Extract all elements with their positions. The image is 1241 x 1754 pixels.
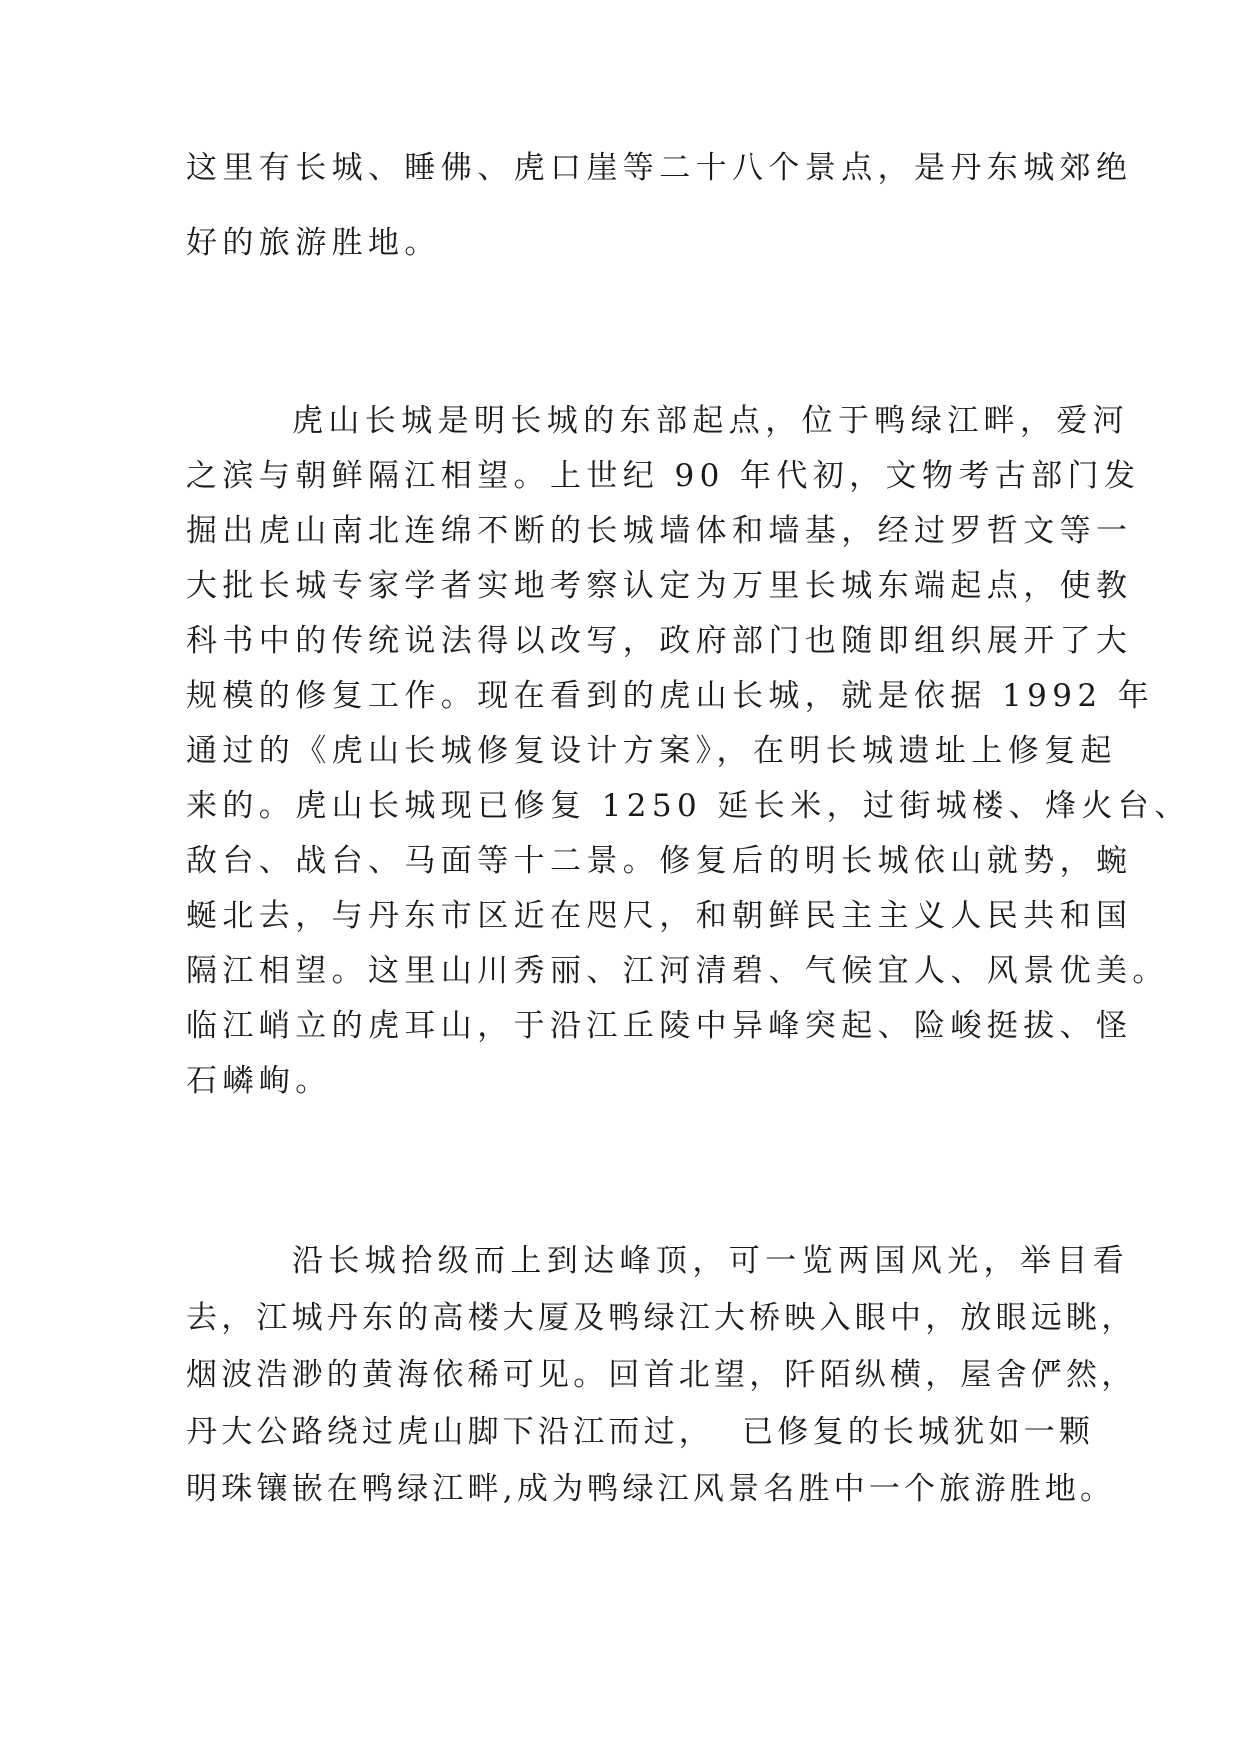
paragraph-2-line-9: 敌台、战台、马面等十二景。修复后的明长城依山就势，蜿 [186, 843, 1133, 879]
paragraph-2-line-13: 石嶙峋。 [186, 1063, 332, 1099]
paragraph-2-line-7: 通过的《虎山长城修复设计方案》，在明长城遗址上修复起 [186, 733, 1117, 769]
paragraph-2-line-3: 掘出虎山南北连绵不断的长城墙体和墙基，经过罗哲文等一 [186, 513, 1133, 549]
paragraph-2-line-12: 临江峭立的虎耳山，于沿江丘陵中异峰突起、险峻挺拔、怪 [186, 1008, 1133, 1044]
paragraph-2-line-5: 科书中的传统说法得以改写，政府部门也随即组织展开了大 [186, 623, 1133, 659]
paragraph-3-line-4: 丹大公路绕过虎山脚下沿江而过， 已修复的长城犹如一颗 [186, 1414, 1095, 1450]
paragraph-1-line-1: 这里有长城、睡佛、虎口崖等二十八个景点，是丹东城郊绝 [186, 150, 1133, 186]
paragraph-3-line-2: 去，江城丹东的高楼大厦及鸭绿江大桥映入眼中，放眼远眺， [186, 1300, 1137, 1336]
paragraph-2-line-4: 大批长城专家学者实地考察认定为万里长城东端起点，使教 [186, 568, 1133, 604]
paragraph-2-line-1: 虎山长城是明长城的东部起点，位于鸭绿江畔，爱河 [292, 403, 1130, 439]
paragraph-3-line-5: 明珠镶嵌在鸭绿江畔,成为鸭绿江风景名胜中一个旅游胜地。 [186, 1471, 1116, 1507]
paragraph-2-line-11: 隔江相望。这里山川秀丽、江河清碧、气候宜人、风景优美。 [186, 953, 1169, 989]
paragraph-2-line-6: 规模的修复工作。现在看到的虎山长城，就是依据 1992 年 [186, 678, 1155, 714]
paragraph-3-line-1: 沿长城拾级而上到达峰顶，可一览两国风光，举目看 [292, 1243, 1130, 1279]
paragraph-2-line-10: 蜒北去，与丹东市区近在咫尺，和朝鲜民主主义人民共和国 [186, 898, 1133, 934]
paragraph-2-line-2: 之滨与朝鲜隔江相望。上世纪 90 年代初，文物考古部门发 [186, 458, 1141, 494]
paragraph-1-line-2: 好的旅游胜地。 [186, 225, 441, 261]
paragraph-3-line-3: 烟波浩渺的黄海依稀可见。回首北望，阡陌纵横，屋舍俨然， [186, 1357, 1137, 1393]
paragraph-2-line-8: 来的。虎山长城现已修复 1250 延长米，过街城楼、烽火台、 [186, 788, 1191, 824]
